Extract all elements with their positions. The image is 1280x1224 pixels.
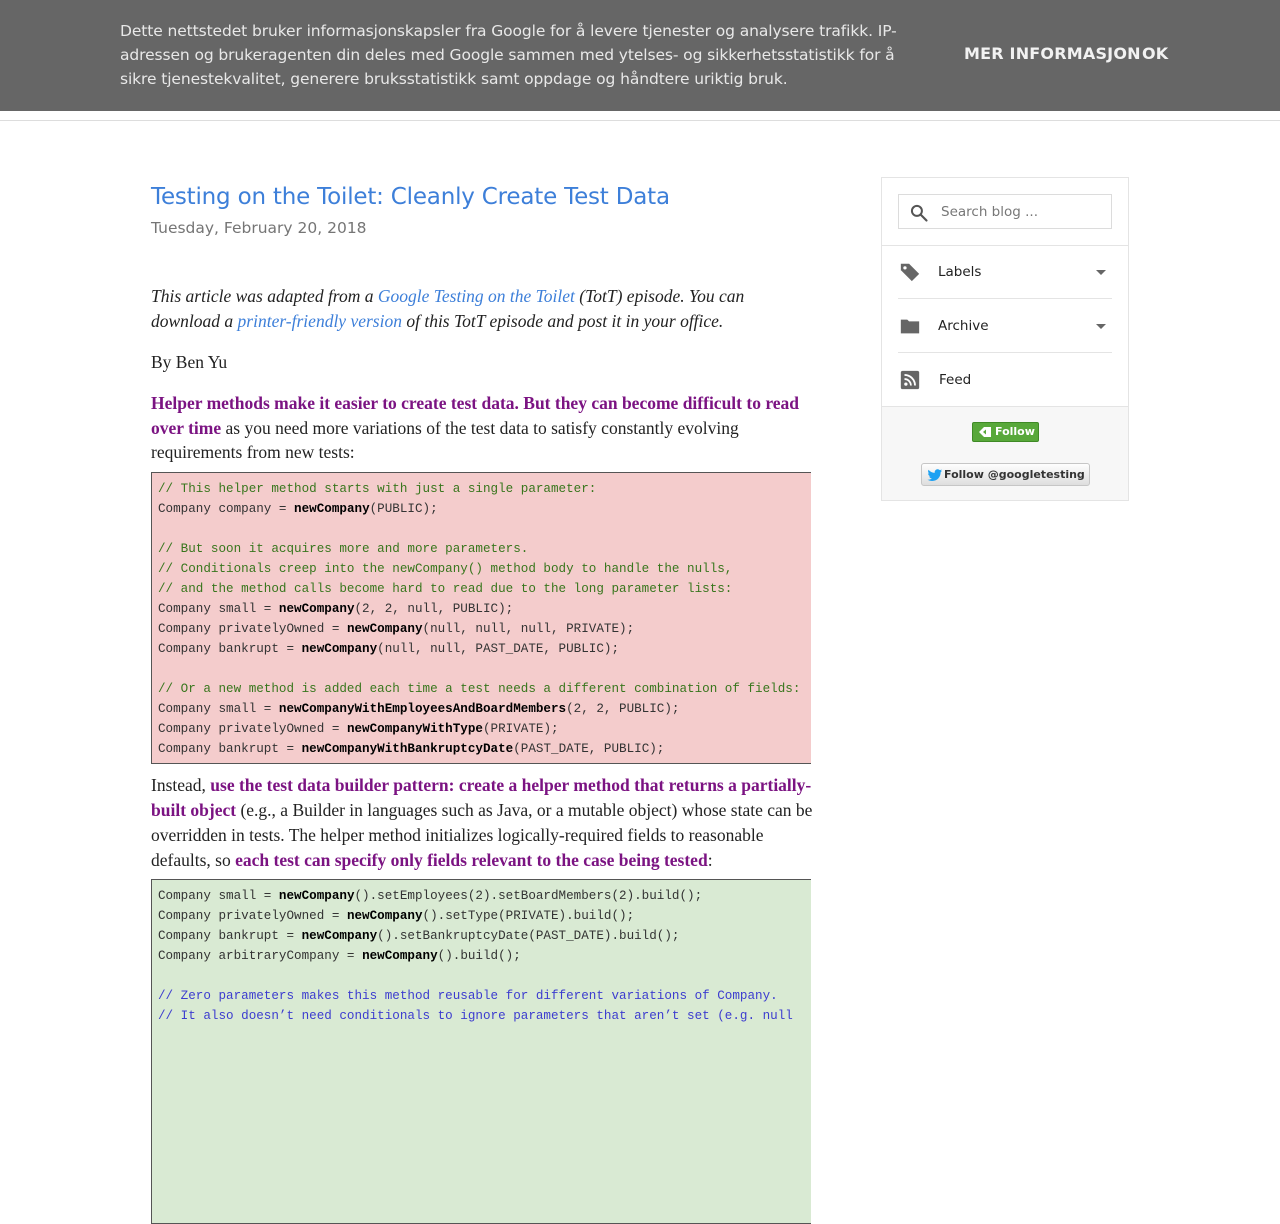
code-blank-line — [158, 966, 811, 986]
code-line: Company privatelyOwned = newCompany().setType(PRIVATE).build(); — [158, 909, 635, 923]
code-blank-line — [158, 659, 811, 679]
paragraph-builder-pattern — [151, 773, 813, 873]
code-line: Company privatelyOwned = newCompany(null, null, null, PRIVATE); — [158, 622, 635, 636]
code-line: Company company = newCompany(PUBLIC); — [158, 502, 438, 516]
sidebar-item-label: Labels — [938, 264, 982, 280]
code-line: Company small = newCompany(2, 2, null, PUBLIC); — [158, 602, 514, 616]
label-icon — [899, 261, 921, 283]
highlight-text: use the test data builder pattern: create a helper method that returns a partially-built object — [151, 775, 812, 820]
code-comment: // and the method calls become hard to read due to the long parameter lists: — [158, 582, 733, 596]
twitter-follow-button[interactable] — [921, 463, 1090, 486]
sidebar-item-feed[interactable] — [898, 354, 1112, 407]
sidebar-item-labels[interactable] — [898, 246, 1112, 299]
code-line: Company bankrupt = newCompany(null, null, PAST_DATE, PUBLIC); — [158, 642, 620, 656]
ok-button[interactable]: OK — [1142, 44, 1169, 63]
code-comment: // But soon it acquires more and more parameters. — [158, 542, 529, 556]
intro-text-2: (TotT) episode. You can download a — [151, 286, 745, 331]
code-comment: // This helper method starts with just a single parameter: — [158, 482, 597, 496]
sidebar — [881, 177, 1129, 501]
follow-label: Follow — [995, 425, 1035, 438]
paragraph-helper-methods — [151, 391, 811, 465]
code-line: Company bankrupt = newCompanyWithBankruptcyDate(PAST_DATE, PUBLIC); — [158, 742, 665, 756]
post-title[interactable]: Testing on the Toilet: Cleanly Create Test Data — [151, 184, 670, 210]
sidebar-item-archive[interactable] — [898, 300, 1112, 353]
cookie-banner — [0, 0, 1280, 111]
paragraph-text: (e.g., a Builder in languages such as Java, or a mutable object) whose state can be overridden in tests. The helper method initializes logically-required fields to reasonable defaults, so — [151, 800, 813, 870]
post-author: By Ben Yu — [151, 352, 228, 372]
blog-post — [151, 180, 813, 1023]
follow-icon — [978, 426, 992, 438]
search-icon — [909, 203, 929, 223]
highlight-text: each test can specify only fields relevant to the case being tested — [235, 850, 708, 870]
cookie-notice-text: Dette nettstedet bruker informasjonskapsler fra Google for å levere tjenester og analysere trafikk. IP-adressen og brukeragenten din deles med Google sammen med ytelses- og sikkerhetsstatistikk for å sikre tjenestekvalitet, generere bruksstatistikk samt oppdage og håndtere uriktig bruk. — [120, 22, 897, 88]
code-line: Company bankrupt = newCompany().setBankruptcyDate(PAST_DATE).build(); — [158, 929, 680, 943]
chevron-down-icon[interactable] — [1096, 270, 1106, 275]
code-line: Company privatelyOwned = newCompanyWithType(PRIVATE); — [158, 722, 559, 736]
code-line: Company small = newCompanyWithEmployeesAndBoardMembers(2, 2, PUBLIC); — [158, 702, 680, 716]
follow-button[interactable] — [972, 422, 1039, 442]
highlight-text: Helper methods make it easier to create test data. But they can become difficult to read over time — [151, 393, 800, 438]
tott-link[interactable]: Google Testing on the Toilet — [377, 286, 575, 306]
printer-friendly-link[interactable]: printer-friendly version — [237, 310, 402, 331]
chevron-down-icon[interactable] — [1096, 324, 1106, 329]
search-box[interactable] — [898, 194, 1112, 229]
code-block-good — [151, 879, 811, 1224]
sidebar-item-label: Archive — [938, 318, 989, 334]
paragraph-text: Instead, — [151, 775, 211, 795]
code-comment: // Zero parameters makes this method reusable for different variations of Company. — [158, 989, 778, 1003]
folder-icon — [899, 315, 921, 337]
code-blank-line — [158, 519, 811, 539]
code-comment: // It also doesn’t need conditionals to ignore parameters that aren’t set (e.g. null — [158, 1009, 793, 1023]
twitter-follow-label: Follow @googletesting — [944, 468, 1085, 481]
paragraph-text: : — [707, 850, 713, 870]
post-date: Tuesday, February 20, 2018 — [151, 219, 367, 237]
more-info-button[interactable]: MER INFORMASJON — [964, 44, 1141, 63]
rss-feed-icon — [899, 369, 921, 391]
paragraph-text: as you need more variations of the test data to satisfy constantly evolving requirements from new tests: — [151, 417, 739, 462]
intro-paragraph — [151, 284, 811, 333]
code-block-bad — [151, 472, 811, 764]
header-divider — [0, 120, 1280, 121]
code-line: Company small = newCompany().setEmployees(2).setBoardMembers(2).build(); — [158, 889, 703, 903]
sidebar-item-label: Feed — [939, 372, 972, 388]
code-comment: // Or a new method is added each time a test needs a different combination of fields: — [158, 682, 801, 696]
search-input[interactable] — [939, 195, 1109, 228]
twitter-bird-icon — [927, 469, 943, 482]
sidebar-widgets — [882, 178, 1128, 407]
intro-text-1: This article was adapted from a — [151, 286, 378, 306]
code-line: Company arbitraryCompany = newCompany().build(); — [158, 949, 521, 963]
intro-text-3: of this TotT episode and post it in your office. — [401, 310, 724, 331]
code-comment: // Conditionals creep into the newCompany() method body to handle the nulls, — [158, 562, 733, 576]
